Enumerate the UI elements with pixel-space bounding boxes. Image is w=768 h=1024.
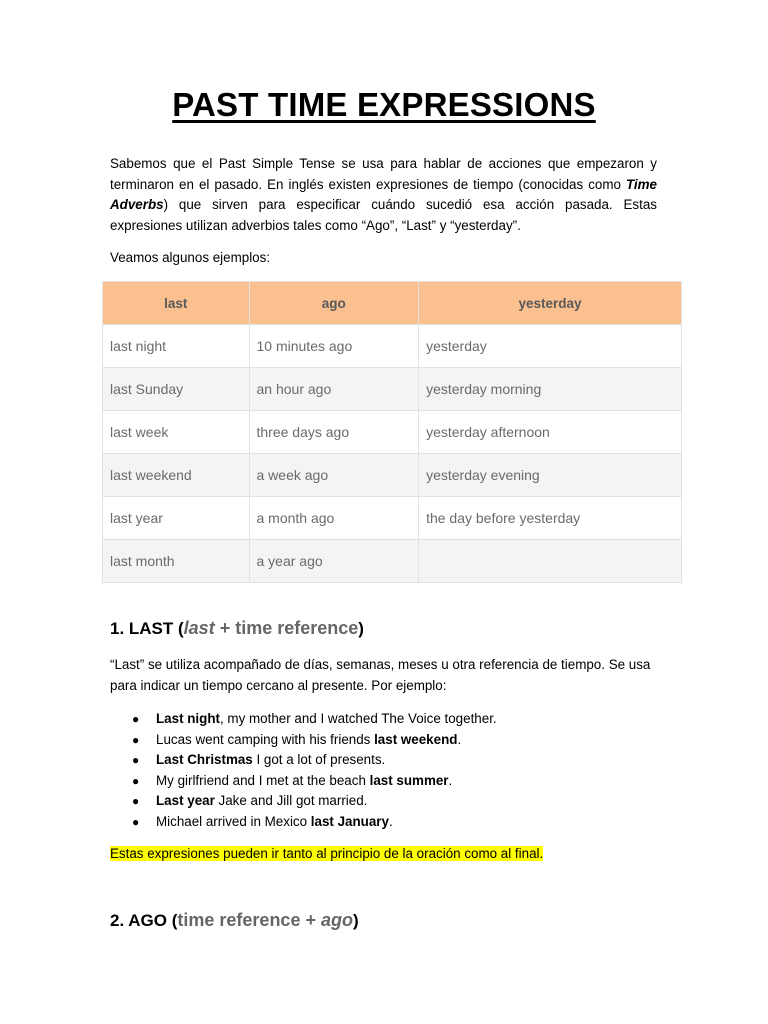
examples-lead: Veamos algunos ejemplos: xyxy=(110,250,271,265)
section-heading-last: 1. LAST (last + time reference) xyxy=(110,618,364,638)
intro-text-2: ) que sirven para especificar cuándo sucedió esa acción pasada. Estas expresiones utilizan adverbios tales como “Ago”, “Last” y “yesterday”. xyxy=(110,197,657,233)
list-item: ● My girlfriend and I met at the beach last summer. xyxy=(110,771,497,792)
list-item: ● Lucas went camping with his friends last weekend. xyxy=(110,730,497,751)
table-row xyxy=(103,325,682,368)
table-cell: last night xyxy=(103,325,250,368)
list-item: ● Last Christmas I got a lot of presents. xyxy=(110,750,497,771)
table-cell: yesterday morning xyxy=(419,368,682,411)
bullet-icon: ● xyxy=(132,773,140,788)
table-cell: last Sunday xyxy=(103,368,250,411)
table-cell: last week xyxy=(103,411,250,454)
table-header-row xyxy=(103,282,682,325)
table-cell: yesterday xyxy=(419,325,682,368)
bullet-icon: ● xyxy=(132,753,140,767)
table-row xyxy=(103,497,682,540)
list-item: ● Michael arrived in Mexico last January. xyxy=(110,812,497,833)
intro-term: Time Adverbs xyxy=(110,176,657,212)
bullet-icon: ● xyxy=(132,732,140,747)
table-cell: a year ago xyxy=(249,540,419,583)
time-adverbs-table xyxy=(102,281,682,583)
table-row xyxy=(103,411,682,454)
list-item: ● Last night, my mother and I watched The Voice together. xyxy=(110,709,497,730)
table-cell: yesterday afternoon xyxy=(419,411,682,454)
bullet-icon: ● xyxy=(132,814,140,829)
table-cell: a week ago xyxy=(249,454,419,497)
table-cell: last month xyxy=(103,540,250,583)
header-ago: ago xyxy=(249,282,419,325)
bullet-icon: ● xyxy=(132,712,140,726)
table-cell: three days ago xyxy=(249,411,419,454)
last-examples-list xyxy=(110,709,497,832)
table-cell: last weekend xyxy=(103,454,250,497)
intro-paragraph xyxy=(110,154,657,236)
table-cell: yesterday evening xyxy=(419,454,682,497)
table-row xyxy=(103,540,682,583)
highlighted-note: Estas expresiones pueden ir tanto al principio de la oración como al final. xyxy=(110,846,544,861)
table-row xyxy=(103,368,682,411)
header-last: last xyxy=(103,282,250,325)
section-heading-ago: 2. AGO (time reference + ago) xyxy=(110,910,359,930)
table-cell: 10 minutes ago xyxy=(249,325,419,368)
header-yesterday: yesterday xyxy=(419,282,682,325)
bullet-icon: ● xyxy=(132,794,140,808)
table-cell xyxy=(419,540,682,583)
table-cell: the day before yesterday xyxy=(419,497,682,540)
table-cell: an hour ago xyxy=(249,368,419,411)
list-item: ● Last year Jake and Jill got married. xyxy=(110,791,497,812)
page-title: PAST TIME EXPRESSIONS xyxy=(172,86,596,123)
table-cell: last year xyxy=(103,497,250,540)
table-row xyxy=(103,454,682,497)
table-cell: a month ago xyxy=(249,497,419,540)
last-description: “Last” se utiliza acompañado de días, semanas, meses u otra referencia de tiempo. Se usa para indicar un tiempo cercano al presente. Por ejemplo: xyxy=(110,657,651,693)
intro-text-1: Sabemos que el Past Simple Tense se usa para hablar de acciones que empezaron y terminaron en el pasado. En inglés existen expresiones de tiempo (conocidas como xyxy=(110,156,657,192)
